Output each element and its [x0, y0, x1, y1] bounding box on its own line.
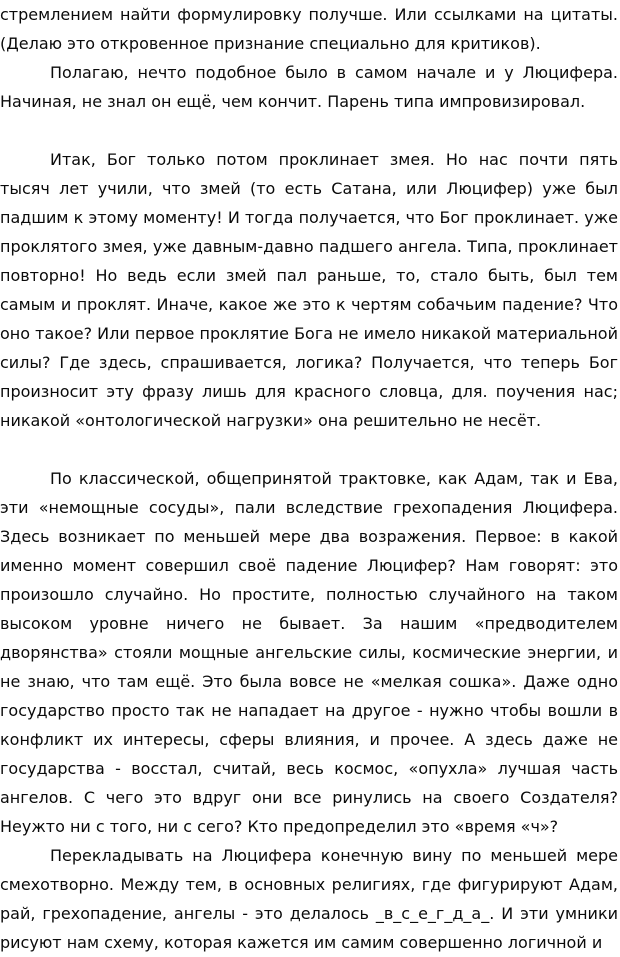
paragraph-5: Перекладывать на Люцифера конечную вину по меньшей мере смехотворно. Между тем, в основных религиях, где фигурируют Адам, рай, грехопадение, ангелы - это делалось _в_с_е_г_д_а_. И эти умники рисуют нам схему, которая кажется им самим совершенно логичной и — [0, 846, 618, 952]
paragraph-2: Полагаю, нечто подобное было в самом начале и у Люцифера. Начиная, не знал он ещё, чем кончит. Парень типа импровизировал. — [0, 63, 618, 111]
paragraph-4: По классической, общепринятой трактовке, как Адам, так и Ева, эти «немощные сосуды», пали вследствие грехопадения Люцифера. Здесь возникает по меньшей мере два возражения. Первое: в какой именно момент совершил своё падение Люцифер? Нам говорят: это произошло случайно. Но простите, полностью случайного на таком высоком уровне ничего не бывает. За нашим «предводителем дворянства» стояли мощные ангельские силы, космические энергии, и не знаю, что там ещё. Это была вовсе не «мелкая сошка». Даже одно государство просто так не нападает на другое - нужно чтобы вошли в конфликт их интересы, сферы влияния, и прочее. А здесь даже не государства - восстал, считай, весь космос, «опухла» лучшая часть ангелов. С чего это вдруг они все ринулись на своего Создателя? Неужто ни с того, ни с сего? Кто предопределил это «время «ч»? — [0, 469, 618, 836]
paragraph-spacer — [0, 116, 618, 145]
paragraph-3: Итак, Бог только потом проклинает змея. Но нас почти пять тысяч лет учили, что змей (то есть Сатана, или Люцифер) уже был падшим к этому моменту! И тогда получается, что Бог проклинает. уже проклятого змея, уже давным-давно падшего ангела. Типа, проклинает повторно! Но ведь если змей пал раньше, то, стало быть, был тем самым и проклят. Иначе, какое же это к чертям собачьим падение? Что оно такое? Или первое проклятие Бога не имело никакой материальной силы? Где здесь, спрашивается, логика? Получается, что теперь Бог произносит эту фразу лишь для красного словца, для. поучения нас; никакой «онтологической нагрузки» она решительно не несёт. — [0, 150, 618, 430]
paragraph-spacer — [0, 435, 618, 464]
paragraph-1: стремлением найти формулировку получше. Или ссылками на цитаты. (Делаю это откровенное признание специально для критиков). — [0, 5, 618, 53]
